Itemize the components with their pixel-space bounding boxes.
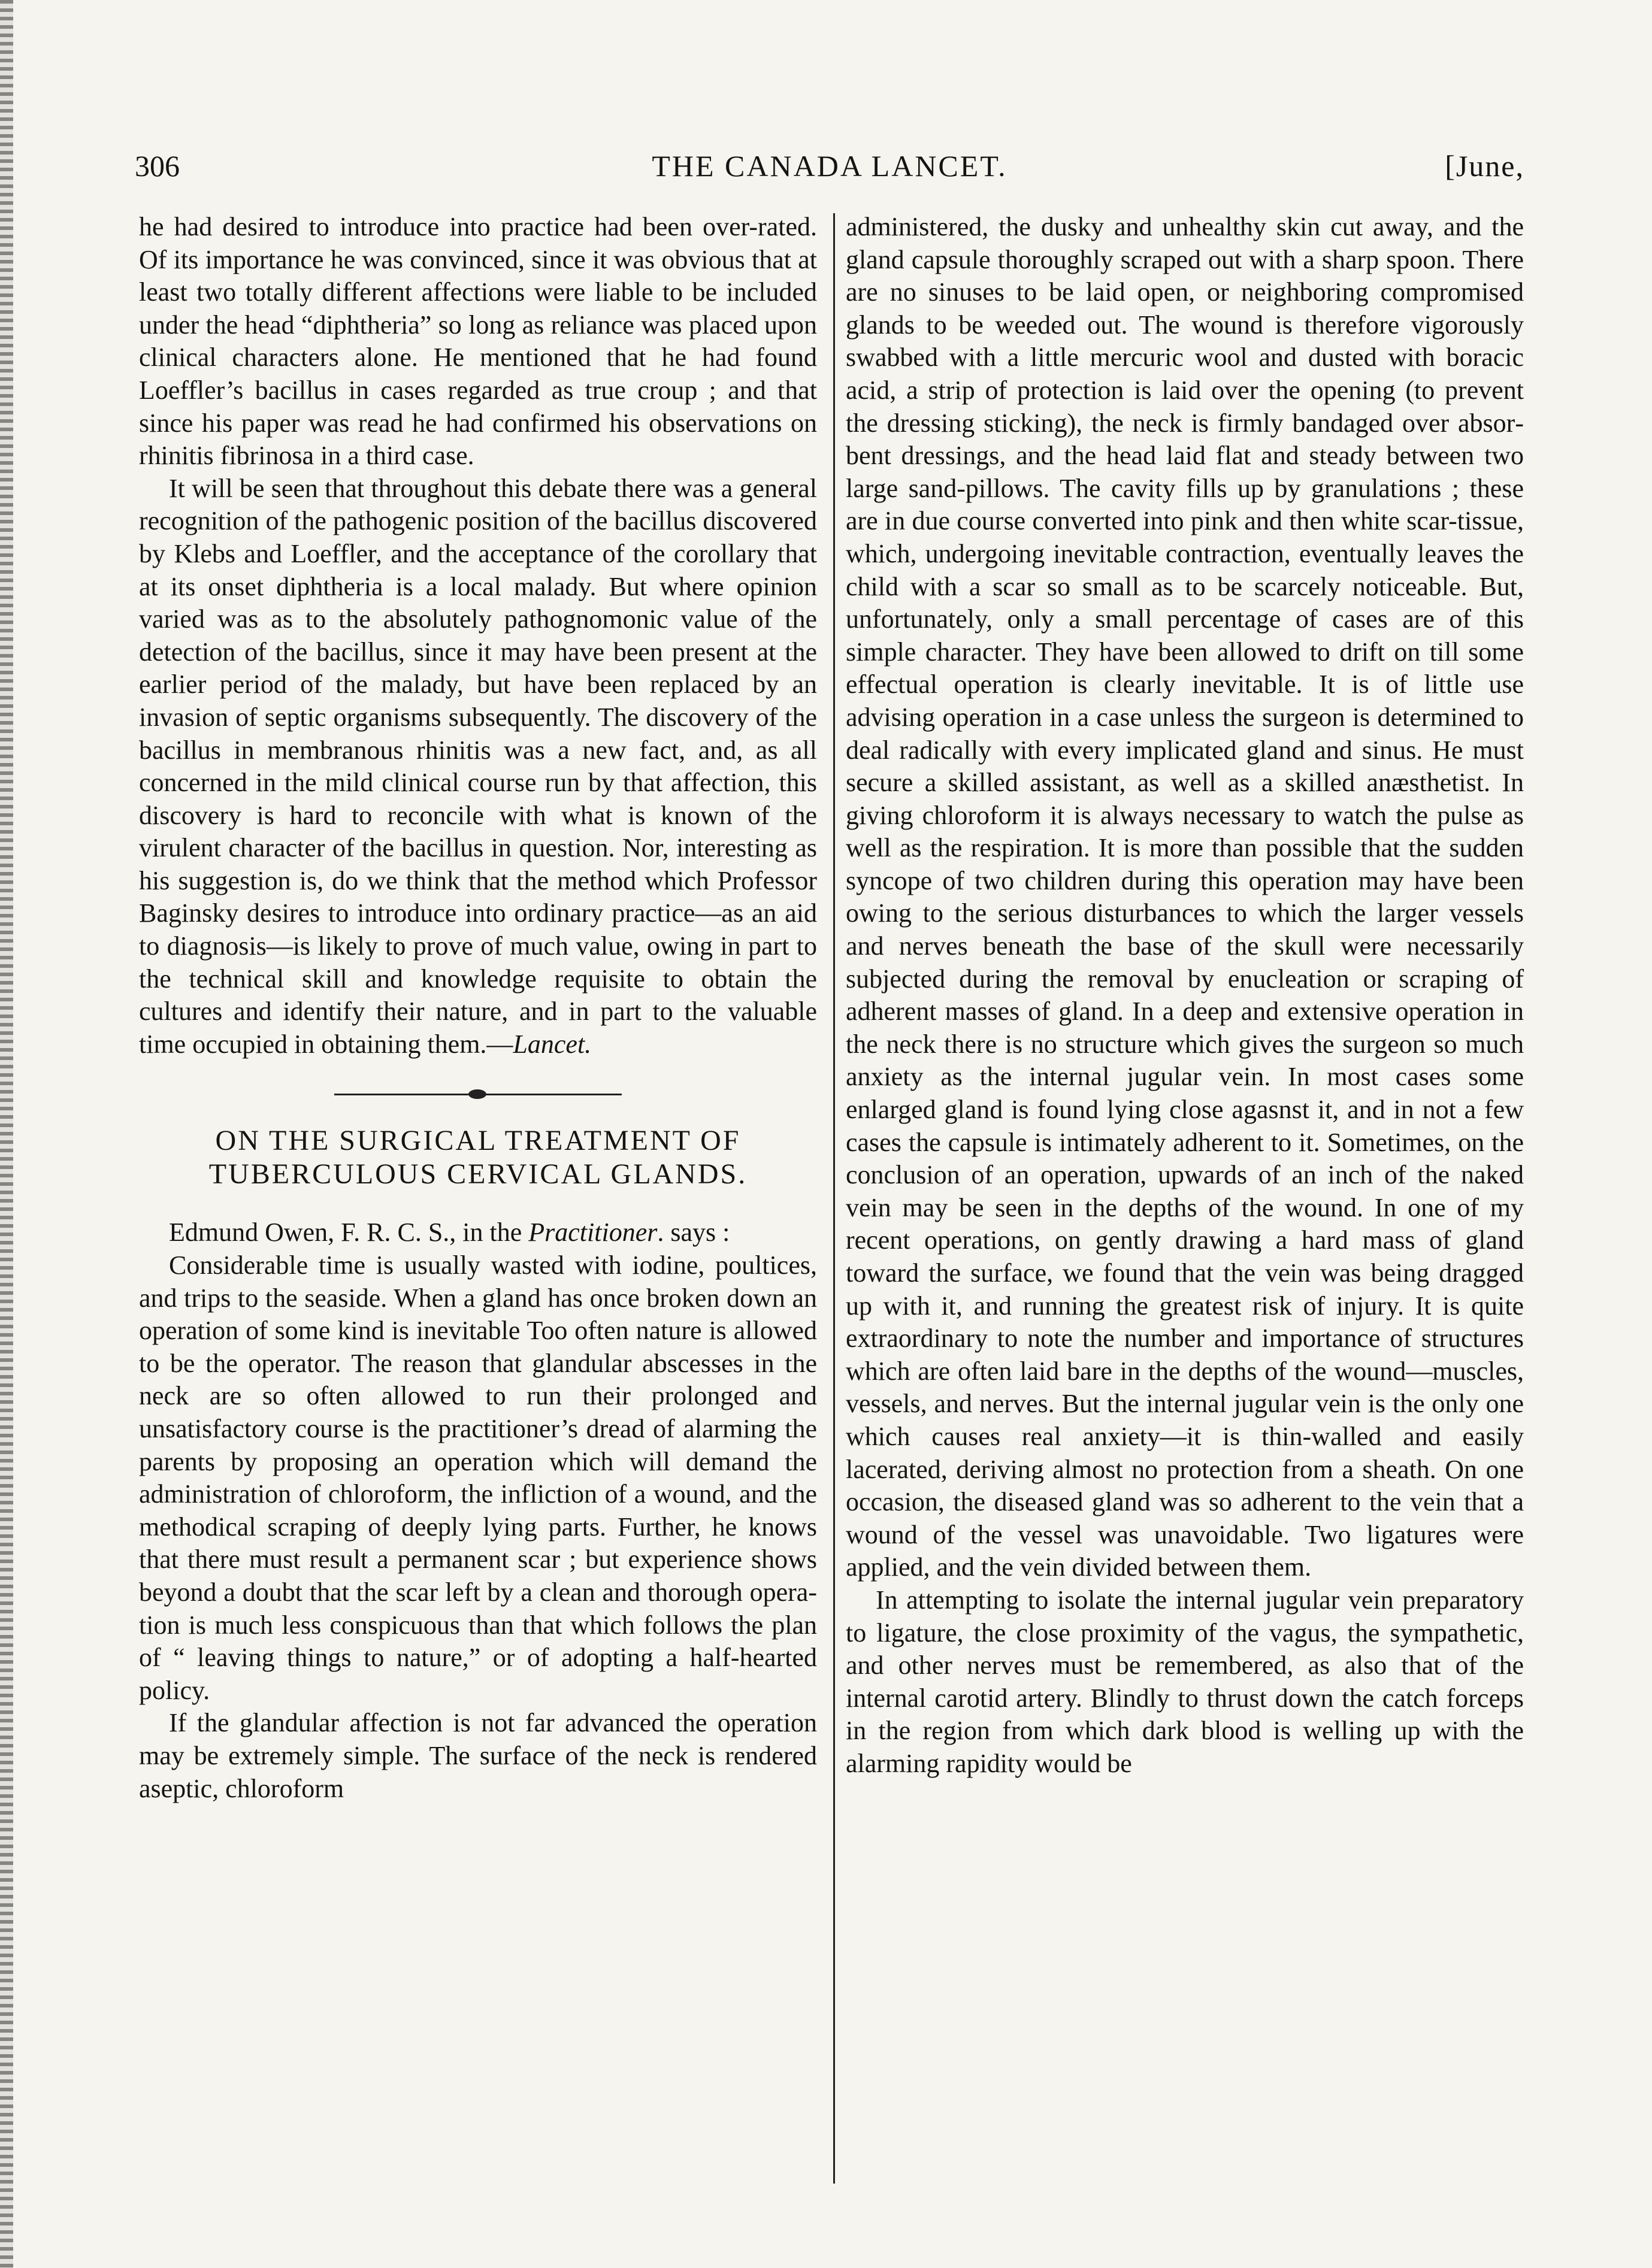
running-header (135, 144, 1524, 198)
article-title (139, 1124, 817, 1191)
issue-month: [June, (1445, 149, 1524, 183)
paragraph-continued: he had desired to introduce into practice had been over-rated. Of its importance he was convinced, since it was obvious that at least two totally different affections were liable to be included under the head “diphtheria” so long as reliance was placed upon clinical characters alone. He mentioned that he had found Loeffler’s bacillus in cases regarded as true croup ; and that since his paper was read he had confirmed his observations on rhinitis fibrinosa in a third case. (139, 212, 817, 471)
paragraph-wasted-time: Considerable time is usually wasted with iodine, poultices, and trips to the seaside. When a gland has once broken down an operation of some kind is inevitable Too often nature is allowed to be the operator. The reason that glandular abscesses in the neck are so often allowed to run their prolonged and unsatisfactory course is the practitioner’s dread of alarming the parents by proposing an operation which will demand the administration of chloroform, the infliction of a wound, and the methodical scraping of deeply lying parts. Further, he knows that there must result a permanent scar ; but experience shows beyond a doubt that the scar left by a clean and thorough operation is much less conspicuous than that which follows the plan of “ leaving things to nature,” or of adopting a half-hearted policy. (139, 1250, 817, 1705)
source-citation: Lancet. (513, 1029, 592, 1059)
byline (139, 1216, 817, 1249)
binding-edge (0, 0, 13, 2268)
paragraph-debate-summary (139, 473, 817, 1061)
byline-end: . says : (657, 1218, 730, 1247)
byline-journal: Practitioner (528, 1218, 658, 1247)
paragraph-jugular-vein: In attempting to isolate the internal jugular vein preparatory to ligature, the close proximity of the vagus, the sympathetic, and other nerves must be remembered, as also that of the internal carotid artery. Blindly to thrust down the catch forceps in the region from which dark blood is welling up with the alarming rapidity would be (846, 1585, 1524, 1778)
article-title-line: ON THE SURGICAL TREATMENT OF (215, 1125, 741, 1157)
journal-title: THE CANADA LANCET. (652, 149, 1007, 183)
right-column (846, 211, 1524, 1781)
paragraph-text: It will be seen that throughout this debate there was a general recognition of the pathogenic position of the bacillus discovered by Klebs and Loeffler, and the acceptance of the corollary that at its onset diphtheria is a local malady. But where opinion varied was as to the absolutely pathognomonic value of the detection of the bacillus, since it may have been present at the earlier period of the malady, but have been replaced by an invasion of septic organisms subsequently. The discovery of the bacillus in membranous rhinitis was a new fact, and, as all concerned in the mild clinical course run by that affection, this discovery is hard to reconcile with what is known of the virulent character of the bacillus in question. Nor, interesting as his suggestion is, do we think that the method which Professor Baginsky desires to introduce into ordinary practice—as an aid to diagnosis—is likely to prove of much value, owing in part to the technical skill and knowledge requisite to obtain the cultures and identify their nature, and in part to the valuable time occupied in obtaining them.— (139, 473, 817, 1059)
paragraph-simple-operation: If the glandular affection is not far advanced the operation may be extremely simple. The surface of the neck is rendered aseptic, chloroform (139, 1708, 817, 1803)
article-title-line: TUBERCULOUS CERVICAL GLANDS. (208, 1158, 748, 1191)
column-rule (833, 213, 835, 2184)
section-divider (334, 1088, 622, 1100)
left-column (139, 211, 817, 1805)
byline-author: Edmund Owen, F. R. C. S., in the (169, 1218, 529, 1247)
page-number: 306 (135, 149, 180, 183)
paragraph-operation-detail: administered, the dusky and unhealthy skin cut away, and the gland capsule thoroughly scraped out with a sharp spoon. There are no sinuses to be laid open, or neighboring compromised glands to be weeded out. The wound is therefore vigorously swabbed with a little mercuric wool and dusted with boracic acid, a strip of protection is laid over the opening (to prevent the dressing sticking), the neck is firmly bandaged over absorbent dressings, and the head laid flat and steady between two large sand-pillows. The cavity fills up by granulations ; these are in due course converted into pink and then white scar-tissue, which, undergoing inevitable contraction, eventually leaves the child with a scar so small as to be scarcely noticeable. But, unfortunately, only a small percentage of cases are of this simple character. They have been allowed to drift on till some effectual operation is clearly inevitable. It is of little use advising operation in a case unless the surgeon is determined to deal radically with every implicated gland and sinus. He must secure a skilled assistant, as well as a skilled anæsthetist. In giving chloroform it is always necessary to watch the pulse as well as the respiration. It is more than possible that the sudden syncope of two children during this operation may have been owing to the serious disturbances to which the larger vessels and nerves beneath the base of the skull were necessarily subjected during the removal by enucleation or scraping of adherent masses of gland. In a deep and extensive operation in the neck there is no structure which gives the surgeon so much anxiety as the internal jugular vein. In most cases some enlarged gland is found lying close agasnst it, and in not a few cases the capsule is intimately adherent to it. Sometimes, on the conclusion of an operation, upwards of an inch of the naked vein may be seen in the depths of the wound. In one of my recent operations, on gently drawing a hard mass of gland toward the surface, we found that the vein was being dragged up with it, and running the greatest risk of injury. It is quite extraordinary to note the number and importance of structures which are often laid bare in the depths of the wound—muscles, vessels, and nerves. But the internal jugular vein is the only one which causes real anxiety—it is thin-walled and easily lacerated, deriving almost no protection from a sheath. On one occasion, the diseased gland was so adherent to the vein that a wound of the vessel was unavoidable. Two ligatures were applied, and the vein divided between them. (846, 212, 1524, 1582)
